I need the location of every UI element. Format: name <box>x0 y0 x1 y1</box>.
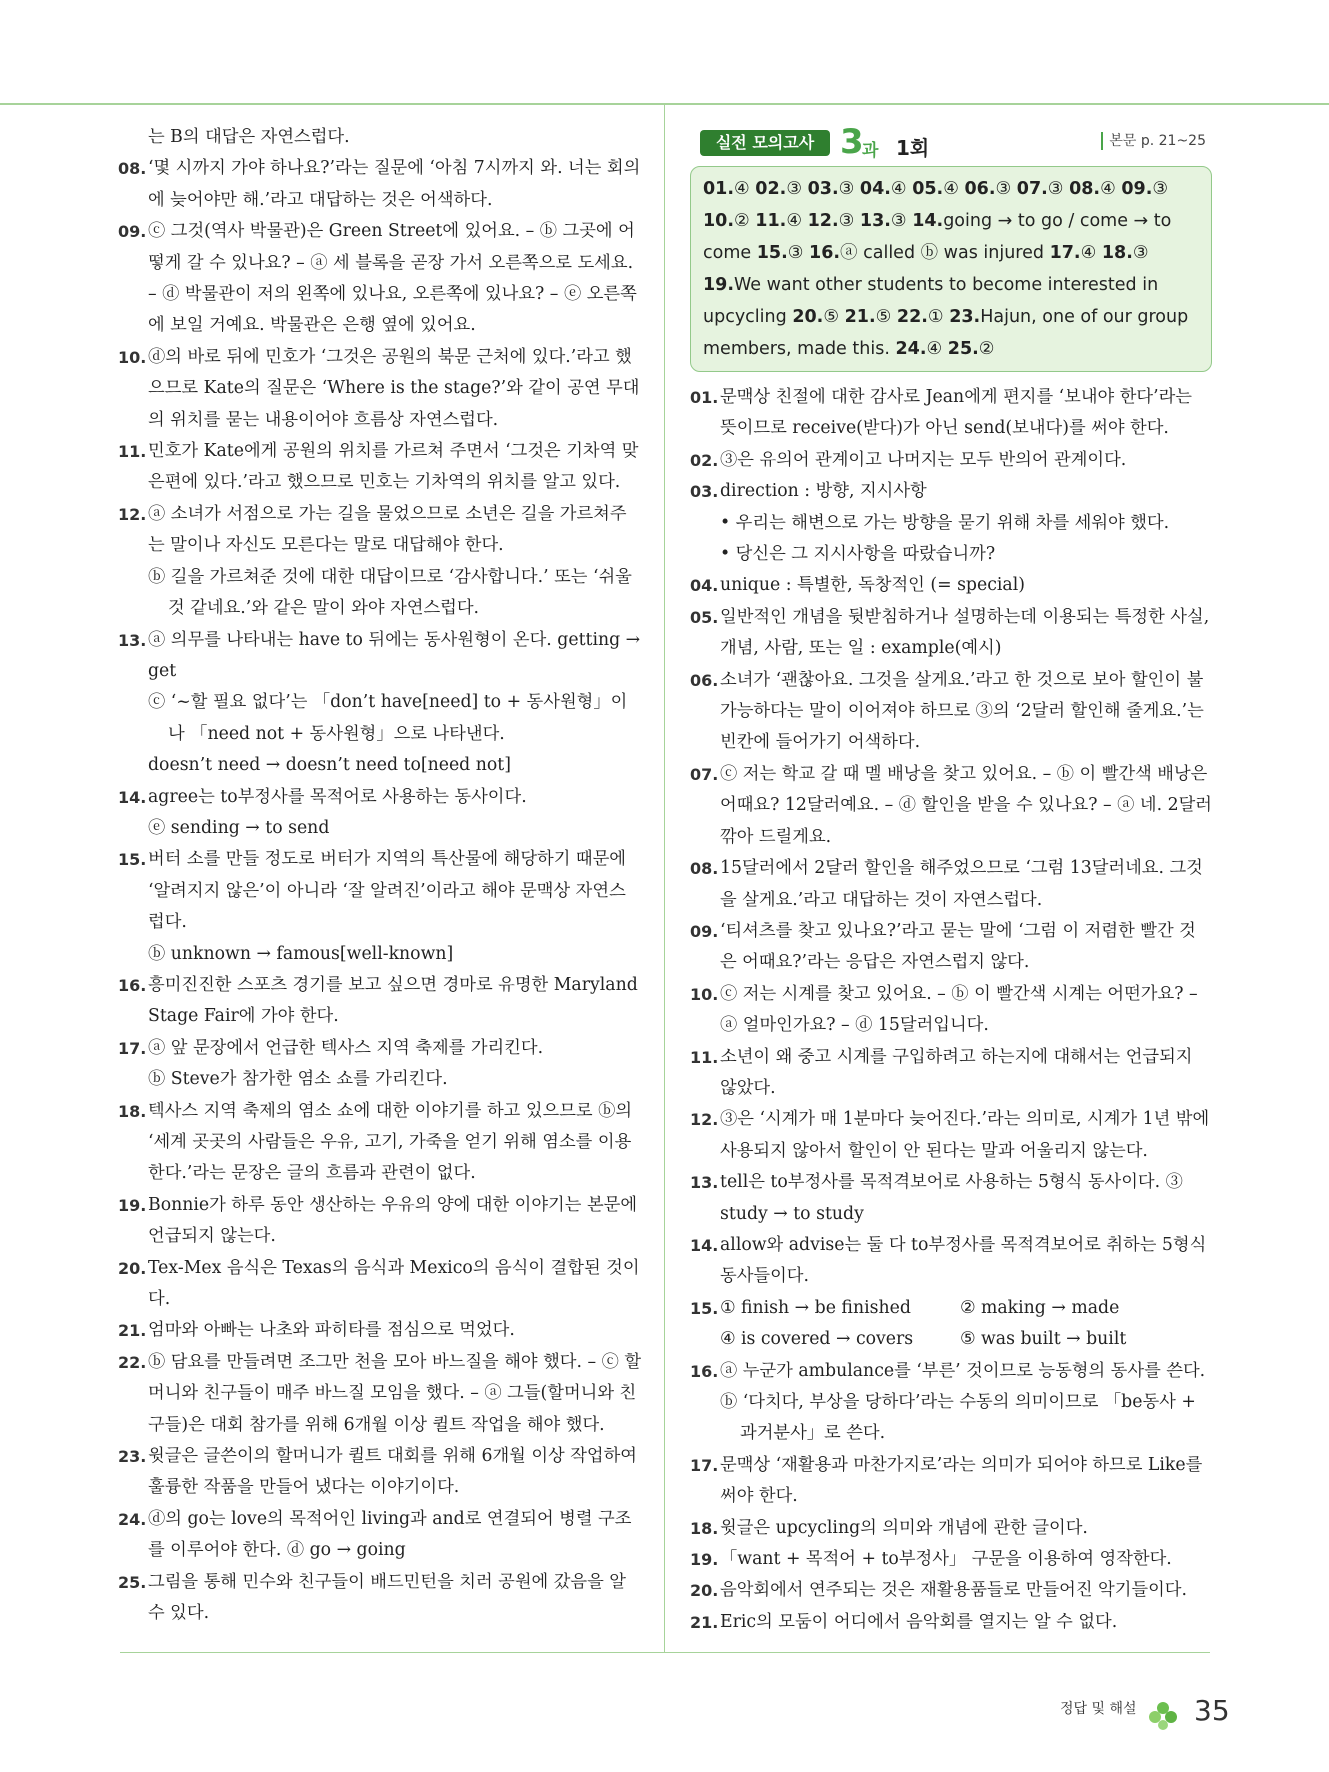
item-text: ‘티셔츠를 찾고 있나요?’라고 묻는 말에 ‘그럼 이 저렴한 빨간 것은 어때요?’라는 응답은 자연스럽지 않다. <box>720 920 1196 973</box>
answer-number: 24. <box>895 339 927 359</box>
item-number: 05. <box>690 607 719 627</box>
item-subtext: ⓑ unknown → famous[well-known] <box>148 943 454 964</box>
answer-number: 22. <box>896 307 928 327</box>
item-text: 소년이 왜 중고 시계를 구입하려고 하는지에 대해서는 언급되지 않았다. <box>720 1046 1193 1098</box>
answer-number: 07. <box>1016 179 1048 199</box>
answer-value: ④ <box>926 339 943 359</box>
explanation-item <box>690 382 1212 445</box>
item-text: 음악회에서 연주되는 것은 재활용품들로 만들어진 악기들이다. <box>720 1580 1187 1601</box>
item-number: 08. <box>690 859 719 879</box>
answer-value: ④ <box>1100 179 1116 199</box>
item-number: 25. <box>118 1572 147 1592</box>
answer-number: 14. <box>912 211 944 231</box>
answer-value: ③ <box>995 179 1012 199</box>
item-pair-cell: ① finish → be finished <box>720 1297 911 1318</box>
item-subtext: • 당신은 그 지시사항을 따랐습니까? <box>720 544 996 565</box>
answer-entry <box>1017 179 1064 199</box>
explanation-item <box>118 1033 642 1064</box>
item-text: 문맥상 친절에 대한 감사로 Jean에게 편지를 ‘보내야 한다’라는 뜻이므로 receive(받다)가 아닌 send(보내다)를 써야 한다. <box>720 387 1192 439</box>
answer-number: 15. <box>756 243 788 263</box>
item-text: ⓐ 소녀가 서점으로 가는 길을 물었으므로 소년은 길을 가르쳐주는 말이나 자신도 모른다는 말로 대답해야 한다. <box>148 503 627 556</box>
explanation-item <box>690 665 1212 759</box>
answer-value: ③ <box>838 211 855 231</box>
answer-entry <box>792 307 839 327</box>
right-column <box>690 122 1212 1638</box>
item-number: 12. <box>118 504 147 524</box>
item-number: 15. <box>690 1298 719 1318</box>
right-explanations <box>690 382 1212 1638</box>
answer-value: ④ <box>943 179 959 199</box>
item-number: 07. <box>690 764 719 784</box>
explanation-item <box>118 1347 642 1441</box>
item-number: 01. <box>690 388 719 407</box>
item-flush-text: doesn’t need → doesn’t need to[need not] <box>148 755 511 776</box>
item-text: agree는 to부정사를 목적어로 사용하는 동사이다. <box>148 786 527 807</box>
answer-entry <box>912 179 959 199</box>
item-text: ⓐ 의무를 나타내는 have to 뒤에는 동사원형이 온다. getting → get <box>148 629 641 681</box>
item-text: ⓐ 누군가 ambulance를 ‘부른’ 것이므로 능동형의 동사를 쓴다. <box>720 1360 1206 1381</box>
answer-value: We want other students to become interested in upcycling <box>703 275 1159 327</box>
lesson-suffix: 과 <box>862 141 879 161</box>
answer-entry <box>897 307 944 327</box>
item-number: 19. <box>690 1550 719 1570</box>
answer-value: ④ <box>1080 243 1097 263</box>
item-text: 엄마와 아빠는 나초와 파히타를 점심으로 먹었다. <box>148 1320 515 1341</box>
answer-entry <box>1102 243 1149 263</box>
item-number: 06. <box>690 670 719 690</box>
item-subtext: ⓑ 길을 가르쳐준 것에 대한 대답이므로 ‘감사합니다.’ 또는 ‘쉬울 것 같네요.’와 같은 말이 와야 자연스럽다. <box>148 566 632 619</box>
answer-number: 02. <box>755 179 787 199</box>
answer-entry <box>1050 243 1097 263</box>
item-number: 09. <box>690 921 719 941</box>
explanation-item <box>690 1230 1212 1293</box>
item-subtext: ⓔ sending → to send <box>148 817 330 838</box>
item-number: 04. <box>690 576 719 596</box>
item-text: ⓒ 저는 학교 갈 때 멜 배낭을 찾고 있어요. – ⓑ 이 빨간색 배낭은 어때요? 12달러예요. – ⓓ 할인을 받을 수 있나요? – ⓐ 네. 2달러 깎아 드릴게요. <box>720 763 1212 847</box>
explanation-item <box>118 216 642 342</box>
explanation-item <box>118 1096 642 1190</box>
item-text: Eric의 모둠이 어디에서 음악회를 열지는 알 수 없다. <box>720 1611 1118 1632</box>
explanation-item <box>118 1190 642 1253</box>
item-number: 14. <box>118 787 147 807</box>
item-number: 16. <box>118 975 147 995</box>
item-pair-cell: ⑤ was built → built <box>960 1329 1127 1350</box>
explanation-item <box>690 570 1212 601</box>
item-text: 텍사스 지역 축제의 염소 쇼에 대한 이야기를 하고 있으므로 ⓑ의 ‘세계 곳곳의 사람들은 우유, 고기, 가죽을 얻기 위해 염소를 이용한다.’라는 문장은 글의 흐름과 관련이 없다. <box>148 1100 633 1184</box>
test-header <box>690 122 1212 166</box>
item-number: 10. <box>690 984 719 1004</box>
answer-number: 12. <box>807 211 839 231</box>
answer-value: ① <box>927 307 944 327</box>
item-number: 15. <box>118 850 147 870</box>
explanation-item <box>118 499 642 562</box>
item-number: 03. <box>690 482 719 502</box>
answer-value: ④ <box>786 211 803 231</box>
explanation-item <box>118 1253 642 1316</box>
item-text: 「want + 목적어 + to부정사」 구문을 이용하여 영작한다. <box>720 1549 1172 1570</box>
answer-entry <box>755 179 802 199</box>
explanation-item <box>690 1575 1212 1606</box>
answer-entry <box>703 179 750 199</box>
lesson-number: 3 <box>840 122 864 162</box>
answer-entry <box>845 307 892 327</box>
explanation-item <box>690 1042 1212 1105</box>
answer-number: 01. <box>703 179 735 199</box>
item-text: 소녀가 ‘괜찮아요. 그것을 살게요.’라고 한 것으로 보아 할인이 불가능하다는 말이 이어져야 하므로 ③의 ‘2달러 할인해 줄게요.’는 빈칸에 들어가기 어색하다. <box>720 669 1204 753</box>
item-number: 02. <box>690 450 719 470</box>
answer-entry <box>1121 179 1168 199</box>
item-text: 15달러에서 2달러 할인을 해주었으므로 ‘그럼 13달러네요. 그것을 살게요.’라고 대답하는 것이 자연스럽다. <box>720 858 1203 910</box>
page-number: 35 <box>1194 1694 1230 1727</box>
item-text: unique : 특별한, 독창적인 (= special) <box>720 575 1026 596</box>
answer-value: ② <box>734 211 750 231</box>
answer-value: ③ <box>1047 179 1064 199</box>
answer-entry <box>808 211 855 231</box>
answer-number: 16. <box>809 243 841 263</box>
explanation-item <box>690 979 1212 1042</box>
item-number: 13. <box>690 1173 719 1193</box>
answer-number: 23. <box>949 307 981 327</box>
answer-entry <box>755 211 802 231</box>
answer-value: ③ <box>890 211 907 231</box>
answer-number: 25. <box>947 339 979 359</box>
explanation-item <box>690 445 1212 476</box>
answer-value: ④ <box>890 179 907 199</box>
item-number: 18. <box>690 1518 719 1538</box>
item-text: ‘몇 시까지 가야 하나요?’라는 질문에 ‘아침 7시까지 와. 너는 회의에 늦어야만 해.’라고 대답하는 것은 어색하다. <box>148 158 641 210</box>
explanation-item <box>690 476 1212 507</box>
answer-number: 09. <box>1121 179 1153 199</box>
explanation-item <box>118 1567 642 1630</box>
item-text: 흥미진진한 스포츠 경기를 보고 싶으면 경마로 유명한 Maryland Stage Fair에 가야 한다. <box>148 974 638 1027</box>
explanation-item <box>118 1504 642 1567</box>
item-number: 21. <box>690 1612 719 1632</box>
item-text: 문맥상 ‘재활용과 마찬가지로’라는 의미가 되어야 하므로 Like를 써야 한다. <box>720 1454 1203 1507</box>
answer-number: 13. <box>859 211 891 231</box>
left-explanations <box>118 153 642 1629</box>
item-number: 22. <box>118 1352 147 1372</box>
explanation-item <box>690 759 1212 853</box>
explanation-item <box>118 782 642 813</box>
left-column <box>118 122 642 1630</box>
answer-entry <box>948 339 995 359</box>
answer-entry <box>808 179 855 199</box>
item-number: 11. <box>118 442 147 462</box>
item-text: direction : 방향, 지시사항 <box>720 481 927 502</box>
item-number: 09. <box>118 222 147 242</box>
answer-entry <box>703 211 750 231</box>
answer-entry <box>809 243 1044 263</box>
answer-entry <box>895 339 942 359</box>
answer-key-box <box>690 166 1212 372</box>
answer-number: 20. <box>792 307 824 327</box>
answer-number: 17. <box>1049 243 1081 263</box>
item-number: 10. <box>118 347 147 367</box>
answer-value: ⓐ called ⓑ was injured <box>840 243 1044 263</box>
answer-value: ② <box>978 339 995 359</box>
explanation-item <box>118 1315 642 1346</box>
answer-number: 21. <box>844 307 876 327</box>
item-text: Tex-Mex 음식은 Texas의 음식과 Mexico의 음식이 결합된 것이다. <box>148 1257 640 1310</box>
item-subtext: • 우리는 해변으로 가는 방향을 묻기 위해 차를 세워야 했다. <box>720 512 1170 533</box>
item-pair-row <box>720 1293 1212 1324</box>
item-number: 08. <box>118 159 147 179</box>
explanation-item <box>118 970 642 1033</box>
explanation-item <box>118 1441 642 1504</box>
item-number: 24. <box>118 1509 147 1529</box>
item-number: 20. <box>118 1258 147 1278</box>
item-number: 17. <box>118 1038 147 1058</box>
answer-value: going → to go / come → to come <box>703 211 1172 263</box>
answer-value: ③ <box>1152 179 1169 199</box>
item-text: 그림을 통해 민수와 친구들이 배드민턴을 치러 공원에 갔음을 알 수 있다. <box>148 1571 626 1624</box>
item-text: tell은 to부정사를 목적격보어로 사용하는 5형식 동사이다. ③ study → to study <box>720 1172 1183 1224</box>
item-number: 11. <box>690 1047 719 1067</box>
answer-value: ③ <box>786 179 803 199</box>
item-text: allow와 advise는 둘 다 to부정사를 목적격보어로 취하는 5형식 동사들이다. <box>720 1234 1207 1287</box>
item-text: ⓓ의 go는 love의 목적어인 living과 and로 연결되어 병렬 구조를 이루어야 한다. ⓓ go → going <box>148 1508 632 1561</box>
item-number: 12. <box>690 1110 719 1130</box>
answer-number: 05. <box>912 179 944 199</box>
answer-value: Hajun, one of our group members, made this. <box>703 307 1189 359</box>
item-text: Bonnie가 하루 동안 생산하는 우유의 양에 대한 이야기는 본문에 언급되지 않는다. <box>148 1194 638 1247</box>
answer-value: ③ <box>838 179 855 199</box>
explanation-item <box>118 625 642 688</box>
explanation-item <box>118 153 642 216</box>
item-text: ⓒ 저는 시계를 찾고 있어요. – ⓑ 이 빨간색 시계는 어떤가요? – ⓐ 얼마인가요? – ⓓ 15달러입니다. <box>720 983 1198 1036</box>
test-badge: 실전 모의고사 <box>700 130 830 156</box>
item-text: 일반적인 개념을 뒷받침하거나 설명하는데 이용되는 특정한 사실, 개념, 사람, 또는 일 : example(예시) <box>720 606 1210 659</box>
explanation-item <box>690 1607 1212 1638</box>
answer-entry <box>757 243 804 263</box>
page-reference: 본문 p. 21~25 <box>1101 132 1206 150</box>
answer-value: ③ <box>1132 243 1149 263</box>
answer-number: 04. <box>859 179 891 199</box>
item-subtext: ⓒ ‘~할 필요 없다’는 「don’t have[need] to + 동사원형」이나 「need not + 동사원형」으로 나타낸다. <box>148 692 628 744</box>
explanation-item <box>690 1513 1212 1544</box>
item-number: 17. <box>690 1455 719 1475</box>
column-divider <box>664 105 665 1653</box>
explanation-item <box>690 1450 1212 1513</box>
answer-number: 03. <box>807 179 839 199</box>
answer-number: 06. <box>964 179 996 199</box>
item-pair-row <box>720 1324 1212 1355</box>
item-number: 18. <box>118 1101 147 1121</box>
answer-entry <box>860 211 907 231</box>
answer-number: 11. <box>755 211 787 231</box>
answer-value: ③ <box>787 243 804 263</box>
item-pair-cell: ② making → made <box>960 1297 1120 1318</box>
item-text: ⓑ 담요를 만들려면 조그만 천을 모아 바느질을 해야 했다. – ⓒ 할머니와 친구들이 매주 바느질 모임을 했다. – ⓐ 그들(할머니와 친구들)은 대회 참가를 위해 6개월 이상 퀼트 작업을 해야 했다. <box>148 1351 642 1435</box>
item-number: 21. <box>118 1321 147 1341</box>
footer-label: 정답 및 해설 <box>1060 1701 1137 1717</box>
item-text: 윗글은 글쓴이의 할머니가 퀼트 대회를 위해 6개월 이상 작업하여 훌륭한 작품을 만들어 냈다는 이야기이다. <box>148 1446 637 1498</box>
item-number: 20. <box>690 1581 719 1601</box>
item-subtext: ⓑ ‘다치다, 부상을 당하다’라는 수동의 의미이므로 「be동사 + 과거분사」로 쓴다. <box>720 1392 1196 1444</box>
test-name: 1회 <box>896 136 930 160</box>
explanation-item <box>690 1544 1212 1575</box>
item-pair-cell: ④ is covered → covers <box>720 1329 914 1350</box>
explanation-item <box>118 436 642 499</box>
explanation-item <box>690 916 1212 979</box>
item-text: ⓐ 앞 문장에서 언급한 텍사스 지역 축제를 가리킨다. <box>148 1037 544 1058</box>
item-number: 13. <box>118 630 147 650</box>
explanation-item <box>690 853 1212 916</box>
item-text: ③은 유의어 관계이고 나머지는 모두 반의어 관계이다. <box>720 449 1127 470</box>
answer-entry <box>1069 179 1116 199</box>
answer-value: ④ <box>734 179 750 199</box>
item-text: 윗글은 upcycling의 의미와 개념에 관한 글이다. <box>720 1517 1088 1538</box>
item-text: ⓒ 그것(역사 박물관)은 Green Street에 있어요. – ⓑ 그곳에 어떻게 갈 수 있나요? – ⓐ 세 블록을 곧장 가서 오른쪽으로 도세요. – ⓓ 박물관이 저의 왼쪽에 있나요, 오른쪽에 있나요? – ⓔ 오른쪽에 보일 거예요. 박물관은 은행 옆에 있어요. <box>148 221 637 336</box>
answer-value: ⑤ <box>875 307 892 327</box>
item-number: 16. <box>690 1361 719 1381</box>
bottom-rule <box>120 1652 1210 1653</box>
item-text: ⓓ의 바로 뒤에 민호가 ‘그것은 공원의 북문 근처에 있다.’라고 했으므로 Kate의 질문은 ‘Where is the stage?’와 같이 공연 무대의 위치를 묻는 내용이어야 흐름상 자연스럽다. <box>148 346 640 430</box>
item-number: 19. <box>118 1195 147 1215</box>
item-subtext: ⓑ Steve가 참가한 염소 쇼를 가리킨다. <box>148 1069 448 1090</box>
answer-number: 18. <box>1101 243 1133 263</box>
clover-icon <box>1148 1700 1178 1734</box>
explanation-item <box>118 342 642 436</box>
explanation-item <box>690 1356 1212 1387</box>
explanation-item <box>690 1293 1212 1356</box>
item-number: 23. <box>118 1447 147 1467</box>
explanation-item <box>690 602 1212 665</box>
explanation-item <box>118 844 642 938</box>
item-number: 14. <box>690 1235 719 1255</box>
answer-number: 19. <box>703 275 735 295</box>
answer-number: 10. <box>703 211 735 231</box>
item-text: ③은 ‘시계가 매 1분마다 늦어진다.’라는 의미로, 시계가 1년 밖에 사용되지 않아서 할인이 안 된다는 말과 어울리지 않는다. <box>720 1109 1210 1161</box>
item-text: 민호가 Kate에게 공원의 위치를 가르쳐 주면서 ‘그것은 기차역 맞은편에 있다.’라고 했으므로 민호는 기차역의 위치를 알고 있다. <box>148 441 639 493</box>
explanation-item <box>690 1104 1212 1167</box>
answer-entry <box>964 179 1011 199</box>
answer-number: 08. <box>1069 179 1101 199</box>
explanation-item <box>690 1167 1212 1230</box>
answer-entry <box>860 179 907 199</box>
item-text: 버터 소를 만들 정도로 버터가 지역의 특산물에 해당하기 때문에 ‘알려지지 않은’이 아니라 ‘잘 알려진’이라고 해야 문맥상 자연스럽다. <box>148 849 626 933</box>
answer-value: ⑤ <box>823 307 840 327</box>
continued-text: 는 B의 대답은 자연스럽다. <box>148 127 350 147</box>
